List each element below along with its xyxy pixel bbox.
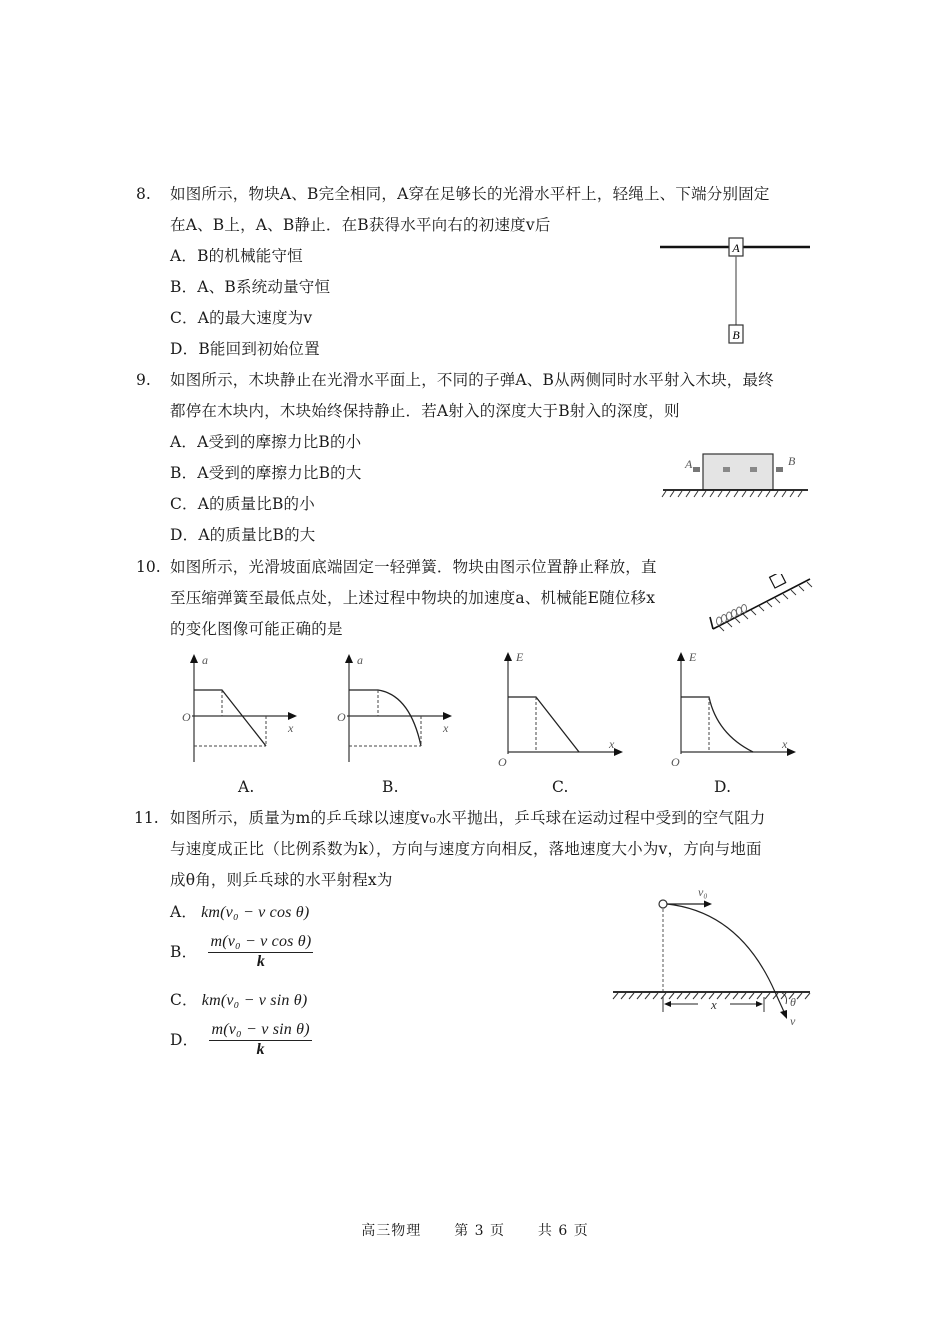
option-fraction [209,1021,311,1059]
question-11-figure-projectile [610,882,815,1027]
question-9-stem-line-1: 如图所示，木块静止在光滑水平面上，不同的子弹A、B从两侧同时水平射入木块，最终 [170,371,774,389]
fraction-numerator: m(v₀ − v sin θ) [209,1021,311,1041]
option-text: A的最大速度为v [197,309,313,327]
option-label: C． [170,991,198,1009]
bullet-a-label: A [685,457,693,471]
question-8-stem-line-2: 在A、B上，A、B静止．在B获得水平向右的初速度v后 [170,216,551,234]
question-9-option-b [170,463,362,483]
graph-c [492,648,627,768]
option-text: B能回到初始位置 [198,340,320,358]
question-8-option-d [170,339,320,359]
question-10-stem-line-2: 至压缩弹簧至最低点处，上述过程中物块的加速度a、机械能E随位移x [170,589,656,607]
graph-c-label: C. [552,778,569,796]
fraction-numerator: m(v₀ − v cos θ) [208,933,313,953]
question-9-number: 9. [136,371,151,389]
graph-d-label: D. [714,778,732,796]
question-10-stem-line-3: 的变化图像可能正确的是 [170,620,343,638]
fraction-denominator: k [256,1041,265,1058]
question-11-number: 11. [134,809,159,827]
question-8-option-c [170,308,312,328]
question-11-option-b [170,933,313,971]
x-axis-label: x [443,721,449,735]
question-8-number: 8. [136,185,151,203]
option-label: D． [170,526,199,544]
block-a-label: A [732,241,740,255]
option-label: A． [170,903,198,921]
option-label: B． [170,464,198,482]
y-axis-label: E [516,650,524,664]
origin-label: O [498,755,507,768]
y-axis-label: E [689,650,697,664]
question-8-stem-line-1: 如图所示，物块A、B完全相同，A穿在足够长的光滑水平杆上，轻绳上、下端分别固定 [170,185,770,203]
question-9-option-a [170,432,361,452]
question-8-figure-rod-rope [655,232,815,347]
option-label: D． [170,340,199,358]
option-label: D． [170,1031,199,1049]
option-text: A的质量比B的大 [198,526,316,544]
question-10-number: 10. [136,558,161,576]
option-fraction [208,933,313,971]
option-label: A． [170,247,198,265]
question-11-option-a [170,902,309,923]
y-axis-label: a [202,653,208,667]
question-11-stem-line-2: 与速度成正比（比例系数为k），方向与速度方向相反，落地速度大小为v，方向与地面 [170,840,762,858]
option-label: B． [170,943,198,961]
question-9-stem-line-2: 都停在木块内，木块始终保持静止．若A射入的深度大于B射入的深度，则 [170,402,680,420]
question-9-option-c [170,494,315,514]
x-axis-label: x [609,737,615,751]
option-label: C． [170,309,198,327]
option-text: A受到的摩擦力比B的大 [197,464,362,482]
v0-label: v₀ [698,885,708,899]
question-11-option-d [170,1021,312,1059]
fraction-denominator: k [256,953,266,970]
graph-d [665,648,800,768]
origin-label: O [337,710,346,724]
page-footer [0,1220,950,1240]
option-formula: km(v₀ − v cos θ) [201,904,310,921]
option-text: A、B系统动量守恒 [197,278,331,296]
question-8-option-a [170,246,303,266]
question-9-figure-block-bullets [660,448,810,504]
footer-total-pages: 共 6 页 [537,1223,589,1239]
footer-page-number: 第 3 页 [454,1223,505,1239]
question-9-option-d [170,525,316,545]
option-formula: km(v₀ − v sin θ) [201,992,308,1009]
question-10-stem-line-1: 如图所示，光滑坡面底端固定一轻弹簧．物块由图示位置静止释放，直 [170,558,657,576]
y-axis-label: a [357,653,363,667]
block-b-label: B [732,328,740,342]
option-text: A的质量比B的小 [197,495,315,513]
bullet-b-label: B [788,454,796,468]
question-11-stem-line-3: 成θ角，则乒乓球的水平射程x为 [170,871,393,889]
v-label: v [790,1014,796,1027]
option-text: A受到的摩擦力比B的小 [197,433,362,451]
theta-label: θ [790,995,796,1009]
graph-b [325,650,455,765]
question-8-option-b [170,277,330,297]
origin-label: O [182,710,191,724]
graph-a [170,650,300,765]
option-text: B的机械能守恒 [197,247,303,265]
x-label: x [711,997,717,1012]
origin-label: O [671,755,680,768]
question-10-figure-incline-spring [705,574,815,634]
option-label: C． [170,495,198,513]
question-11-stem-line-1: 如图所示，质量为m的乒乓球以速度v₀水平抛出，乒乓球在运动过程中受到的空气阻力 [170,809,766,827]
x-axis-label: x [782,737,788,751]
graph-b-label: B. [382,778,399,796]
graph-a-label: A. [238,778,255,796]
option-label: A． [170,433,198,451]
x-axis-label: x [288,721,294,735]
footer-subject: 高三物理 [361,1223,422,1239]
question-11-option-c [170,990,307,1011]
option-label: B． [170,278,198,296]
